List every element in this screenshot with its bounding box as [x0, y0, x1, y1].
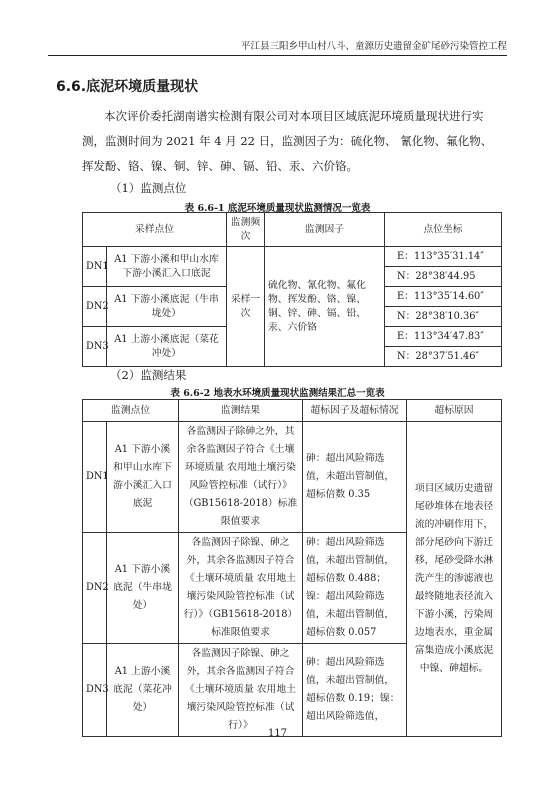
t1-coord-n: N：28°37′51.46″ — [385, 347, 502, 367]
t2-row-id: DN2 — [83, 533, 107, 644]
t1-frequency-cell: 采样一次 — [227, 247, 265, 367]
t1-row-location: A1 下游小溪和甲山水库下游小溪汇入口底泥 — [107, 247, 227, 287]
header-rule — [48, 55, 507, 56]
t1-factors-cell: 硫化物、氰化物、氟化物、挥发酚、铬、镍、铜、锌、砷、镉、铅、汞、六价铬 — [265, 247, 385, 367]
t2-header-location: 监测点位 — [83, 400, 179, 422]
t1-row-id: DN3 — [83, 327, 107, 367]
t1-coord-n: N：28°38′44.95 — [385, 267, 502, 287]
t2-row-result: 各监测因子除镍、砷之外，其余各监测因子符合《土壤环境质量 农用地土壤污染风险管控标准（试行）》（GB15618-2018）标准限值要求 — [179, 533, 303, 644]
t1-coord-n: N：28°38′10.36″ — [385, 307, 502, 327]
t1-row-id: DN2 — [83, 287, 107, 327]
t2-row-location: A1 下游小溪底泥（牛串垅处） — [107, 533, 179, 644]
t1-header-frequency: 监测频次 — [227, 213, 265, 247]
t1-coord-e: E：113°35′31.14″ — [385, 247, 502, 267]
page-number: 117 — [267, 728, 288, 739]
results-heading: （2）监测结果 — [110, 368, 187, 382]
section-title: 6.6.底泥环境质量现状 — [56, 79, 199, 95]
results-summary-table — [82, 399, 502, 737]
monitoring-points-heading: （1）监测点位 — [110, 181, 187, 195]
page-header: 平江县三阳乡甲山村八斗、童源历史遗留金矿尾砂污染管控工程 — [240, 41, 507, 52]
t2-row-result: 各监测因子除镍、砷之外，其余各监测因子符合《土壤环境质量 农用地土壤污染风险管控标准（试行）》 — [179, 644, 303, 737]
t1-coord-e: E：113°34′47.83″ — [385, 327, 502, 347]
t2-header-exceed: 超标因子及超标情况 — [303, 400, 407, 422]
t2-reason-cell: 项目区域历史遗留尾砂堆体在地表径流的冲刷作用下，部分尾砂向下游迁移，尾砂受降水淋洗产生的渗滤液也最终随地表径流入下游小溪，污染周边地表水，重金属富集造成小溪底泥中镍、砷超标。 — [407, 422, 502, 737]
t1-header-factors: 监测因子 — [265, 213, 385, 247]
t1-row-location: A1 下游小溪底泥（牛串垅处） — [107, 287, 227, 327]
t2-row-exceed: 砷：超出风险筛选值，未超出管制值，超标倍数 0.19；镍：超出风险筛选值， — [303, 644, 407, 737]
t2-row-exceed: 砷：超出风险筛选值，未超出管制值，超标倍数 0.488；镍：超出风险筛选值，未超出管制值，超标倍数 0.057 — [303, 533, 407, 644]
t2-header-reason: 超标原因 — [407, 400, 502, 422]
t1-coord-e: E：113°35′14.60″ — [385, 287, 502, 307]
intro-paragraph: 本次评价委托湖南谱实检测有限公司对本项目区域底泥环境质量现状进行实测，监测时间为 2021 年 4 月 22 日，监测因子为：硫化物、 氰化物、氟化物、挥发酚、铬、镍、铜、锌、砷、镉、铅、汞、六价铬。 — [82, 109, 493, 173]
t2-row-result: 各监测因子除砷之外，其余各监测因子符合《土壤环境质量 农用地土壤污染风险管控标准（试行）》（GB15618-2018）标准限值要求 — [179, 422, 303, 533]
t1-header-location: 采样点位 — [83, 213, 227, 247]
t2-header-result: 监测结果 — [179, 400, 303, 422]
t2-row-location: A1 上游小溪底泥（菜花冲处） — [107, 644, 179, 737]
sediment-monitoring-table — [82, 212, 502, 367]
table1-caption: 表 6.6-1 底泥环境质量现状监测情况一览表 — [184, 203, 371, 214]
t1-row-id: DN1 — [83, 247, 107, 287]
table2-caption: 表 6.6-2 地表水环境质量现状监测结果汇总一览表 — [170, 388, 385, 399]
t2-row-id: DN3 — [83, 644, 107, 737]
t2-row-location: A1 下游小溪和甲山水库下游小溪汇入口底泥 — [107, 422, 179, 533]
t2-row-id: DN1 — [83, 422, 107, 533]
t1-row-location: A1 上游小溪底泥（菜花冲处） — [107, 327, 227, 367]
t2-row-exceed: 砷：超出风险筛选值，未超出管制值，超标倍数 0.35 — [303, 422, 407, 533]
t1-header-coordinates: 点位坐标 — [385, 213, 502, 247]
